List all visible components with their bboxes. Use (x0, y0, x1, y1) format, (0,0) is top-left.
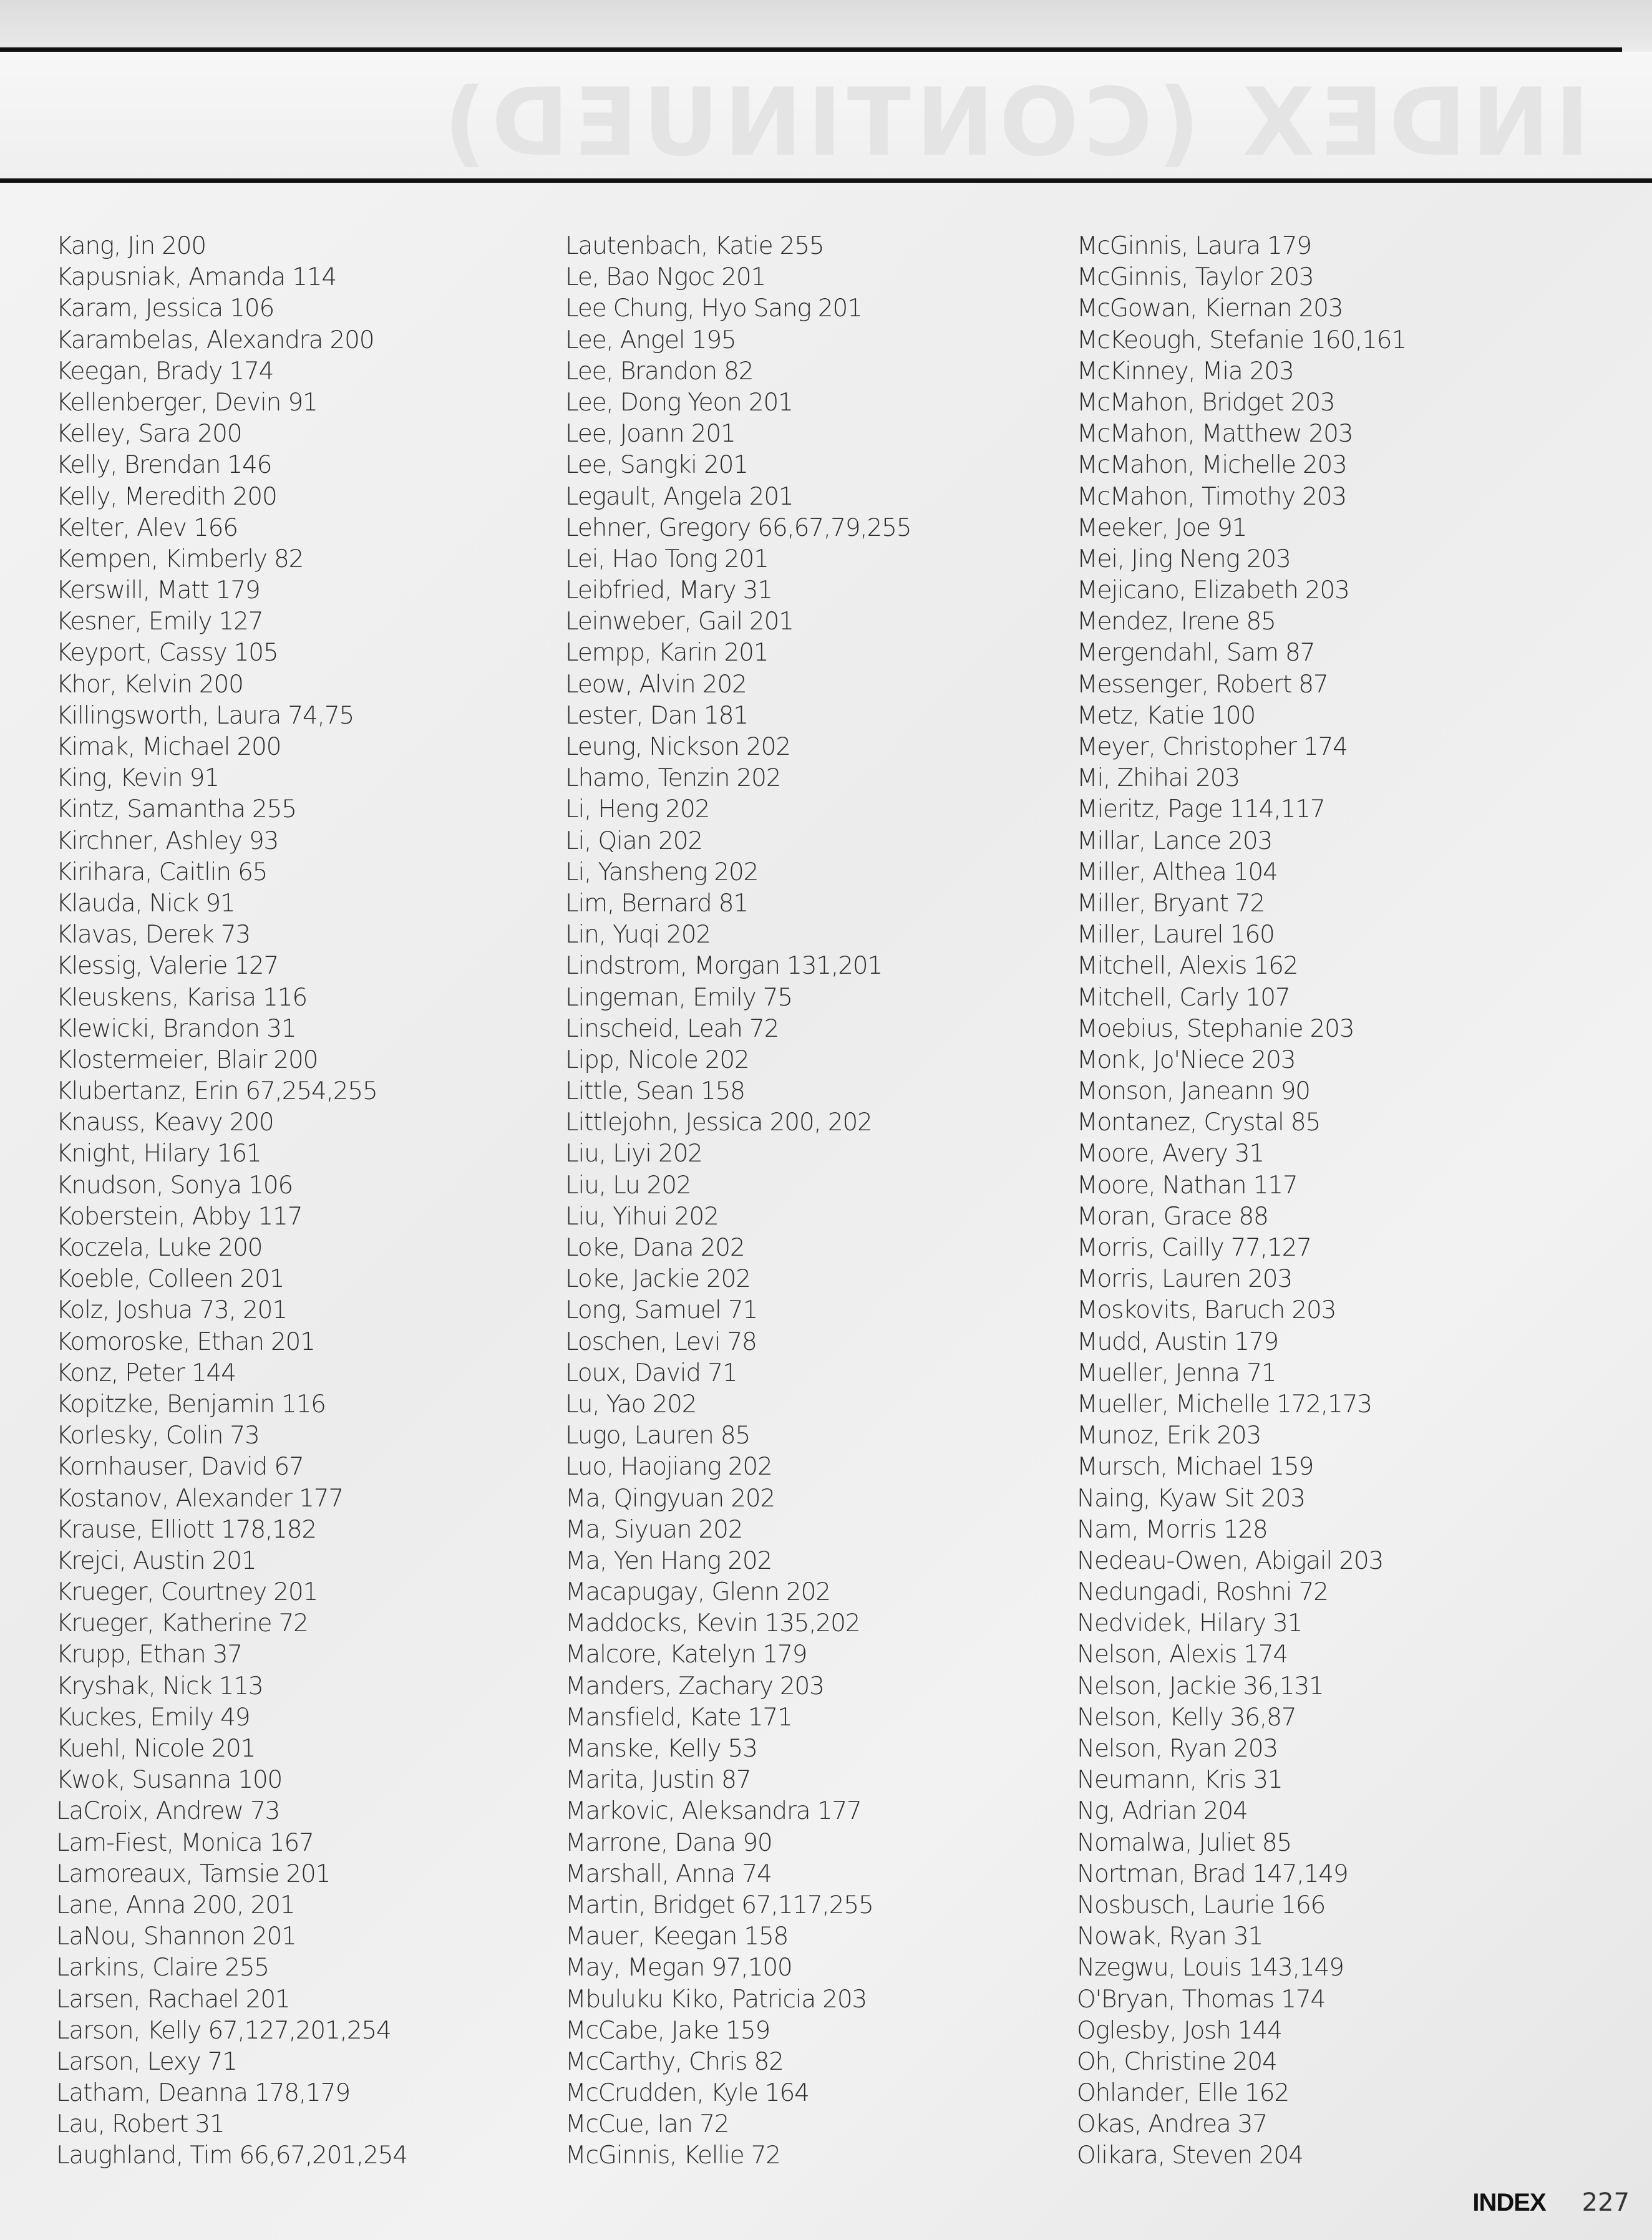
index-entry: O'Bryan, Thomas 174 (1077, 1985, 1326, 2014)
index-column-3 (1077, 231, 1563, 2172)
index-entry: Miller, Laurel 160 (1077, 921, 1275, 949)
index-entry: Korlesky, Colin 73 (56, 1422, 260, 1450)
index-entry: Luo, Haojiang 202 (565, 1453, 772, 1481)
index-entry: Larkins, Claire 255 (56, 1954, 269, 1982)
index-entry: Lhamo, Tenzin 202 (565, 764, 781, 793)
index-entry: Lindstrom, Morgan 131,201 (565, 952, 883, 981)
index-entry: Meeker, Joe 91 (1077, 513, 1247, 542)
index-entry: Lautenbach, Katie 255 (565, 232, 824, 260)
index-entry: Monson, Janeann 90 (1077, 1077, 1310, 1106)
index-entry: Lee, Dong Yeon 201 (565, 388, 793, 417)
index-entry: Nedvidek, Hilary 31 (1077, 1609, 1303, 1638)
index-entry: Nedeau-Owen, Abigail 203 (1077, 1546, 1384, 1575)
index-entry: Mitchell, Carly 107 (1077, 983, 1290, 1012)
index-entry: Nosbusch, Laurie 166 (1077, 1891, 1326, 1919)
index-entry: Liu, Yihui 202 (565, 1202, 719, 1231)
index-entry: McKeough, Stefanie 160,161 (1077, 326, 1406, 354)
index-entry: Knauss, Keavy 200 (56, 1108, 274, 1137)
index-entry: Okas, Andrea 37 (1077, 2110, 1267, 2139)
index-entry: LaCroix, Andrew 73 (56, 1797, 280, 1826)
index-entry: Kellenberger, Devin 91 (56, 388, 318, 417)
index-entry: Lipp, Nicole 202 (565, 1045, 749, 1074)
index-entry: Loke, Dana 202 (565, 1234, 745, 1262)
index-entry: Lingeman, Emily 75 (565, 983, 792, 1012)
index-entry: Kuehl, Nicole 201 (56, 1735, 256, 1763)
ghost-section-title: INDEX (CONTINUED) (439, 69, 1590, 177)
index-entry: Mieritz, Page 114,117 (1077, 795, 1325, 824)
index-entry: Krupp, Ethan 37 (56, 1641, 242, 1669)
index-entry: Krueger, Katherine 72 (56, 1609, 308, 1638)
index-entry: Kirihara, Caitlin 65 (56, 858, 268, 886)
index-entry: McGinnis, Laura 179 (1077, 232, 1311, 260)
index-entry: Lin, Yuqi 202 (565, 921, 711, 949)
index-entry: Liu, Lu 202 (565, 1171, 691, 1200)
index-entry: May, Megan 97,100 (565, 1954, 792, 1982)
index-entry: Kolz, Joshua 73, 201 (56, 1296, 287, 1325)
index-entry: Mendez, Irene 85 (1077, 608, 1276, 636)
index-entry: Mbuluku Kiko, Patricia 203 (565, 1985, 867, 2014)
index-entry: Larsen, Rachael 201 (56, 1985, 290, 2014)
index-entry: Kelley, Sara 200 (56, 420, 242, 448)
index-entry: Nzegwu, Louis 143,149 (1077, 1954, 1344, 1982)
index-entry: Moebius, Stephanie 203 (1077, 1014, 1354, 1043)
index-entry: Oh, Christine 204 (1077, 2047, 1277, 2076)
index-entry: Keyport, Cassy 105 (56, 639, 278, 667)
index-entry: Lehner, Gregory 66,67,79,255 (565, 513, 911, 542)
index-entry: Meyer, Christopher 174 (1077, 733, 1348, 761)
index-entry: LaNou, Shannon 201 (56, 1922, 296, 1951)
index-entry: Kempen, Kimberly 82 (56, 545, 304, 573)
index-entry: Munoz, Erik 203 (1077, 1422, 1261, 1450)
index-entry: Metz, Katie 100 (1077, 701, 1255, 730)
index-entry: Larson, Kelly 67,127,201,254 (56, 2016, 391, 2045)
index-entry: Killingsworth, Laura 74,75 (56, 701, 354, 730)
index-entry: Komoroske, Ethan 201 (56, 1327, 315, 1356)
index-entry: Li, Yansheng 202 (565, 858, 759, 886)
index-entry: Larson, Lexy 71 (56, 2047, 237, 2076)
index-entry: Moran, Grace 88 (1077, 1202, 1268, 1231)
index-entry: Kang, Jin 200 (56, 232, 206, 260)
index-entry: Marshall, Anna 74 (565, 1859, 772, 1888)
index-entry: Kirchner, Ashley 93 (56, 827, 279, 855)
index-columns (0, 231, 1652, 2183)
index-entry: Kornhauser, David 67 (56, 1453, 304, 1481)
index-entry: Koczela, Luke 200 (56, 1234, 263, 1262)
index-entry: Koeble, Colleen 201 (56, 1265, 284, 1294)
index-entry: Klessig, Valerie 127 (56, 952, 279, 981)
index-entry: Le, Bao Ngoc 201 (565, 263, 766, 292)
index-entry: McCrudden, Kyle 164 (565, 2079, 809, 2108)
index-entry: Leow, Alvin 202 (565, 670, 747, 699)
index-entry: Nelson, Ryan 203 (1077, 1735, 1278, 1763)
index-entry: Klewicki, Brandon 31 (56, 1014, 296, 1043)
index-entry: Lee, Sangki 201 (565, 451, 748, 480)
index-entry: Manske, Kelly 53 (565, 1735, 757, 1763)
index-entry: Lamoreaux, Tamsie 201 (56, 1859, 331, 1888)
index-entry: Nowak, Ryan 31 (1077, 1922, 1263, 1951)
index-entry: Keegan, Brady 174 (56, 357, 274, 385)
index-entry: Kintz, Samantha 255 (56, 795, 296, 824)
index-entry: Ohlander, Elle 162 (1077, 2079, 1289, 2108)
index-entry: Lim, Bernard 81 (565, 889, 748, 918)
index-entry: Mueller, Michelle 172,173 (1077, 1390, 1372, 1418)
index-entry: Lau, Robert 31 (56, 2110, 225, 2139)
index-entry: Lam-Fiest, Monica 167 (56, 1828, 314, 1857)
index-entry: Karambelas, Alexandra 200 (56, 326, 374, 354)
index-entry: Kelly, Brendan 146 (56, 451, 272, 480)
index-entry: Leibfried, Mary 31 (565, 576, 772, 605)
index-entry: Mauer, Keegan 158 (565, 1922, 789, 1951)
index-entry: Moore, Avery 31 (1077, 1140, 1264, 1168)
footer-section-label: INDEX (1472, 2189, 1546, 2216)
header-rule-bottom (0, 178, 1652, 183)
index-entry: Nelson, Alexis 174 (1077, 1641, 1288, 1669)
index-entry: Ma, Qingyuan 202 (565, 1484, 775, 1513)
index-entry: Little, Sean 158 (565, 1077, 745, 1106)
index-entry: Lee, Angel 195 (565, 326, 736, 354)
index-entry: Lane, Anna 200, 201 (56, 1891, 295, 1919)
index-entry: Kleuskens, Karisa 116 (56, 983, 307, 1012)
index-entry: Nortman, Brad 147,149 (1077, 1859, 1348, 1888)
index-entry: Kesner, Emily 127 (56, 608, 263, 636)
index-entry: McCarthy, Chris 82 (565, 2047, 784, 2076)
header-rule-top (0, 47, 1622, 52)
index-entry: Marrone, Dana 90 (565, 1828, 772, 1857)
index-entry: Millar, Lance 203 (1077, 827, 1273, 855)
index-entry: Knight, Hilary 161 (56, 1140, 261, 1168)
index-entry: McGinnis, Taylor 203 (1077, 263, 1314, 292)
index-entry: Krejci, Austin 201 (56, 1546, 256, 1575)
index-entry: McMahon, Bridget 203 (1077, 388, 1335, 417)
page-footer (1472, 2188, 1630, 2217)
index-entry: Kopitzke, Benjamin 116 (56, 1390, 326, 1418)
index-entry: Mansfield, Kate 171 (565, 1703, 792, 1732)
index-entry: Martin, Bridget 67,117,255 (565, 1891, 873, 1919)
index-entry: Linscheid, Leah 72 (565, 1014, 779, 1043)
index-entry: Olikara, Steven 204 (1077, 2141, 1303, 2170)
index-entry: Klavas, Derek 73 (56, 921, 251, 949)
index-entry: Moore, Nathan 117 (1077, 1171, 1298, 1200)
index-entry: Li, Qian 202 (565, 827, 702, 855)
index-entry: Klauda, Nick 91 (56, 889, 235, 918)
index-entry: Macapugay, Glenn 202 (565, 1578, 830, 1607)
index-entry: Kelly, Meredith 200 (56, 482, 277, 511)
index-entry: Miller, Bryant 72 (1077, 889, 1265, 918)
index-entry: Oglesby, Josh 144 (1077, 2016, 1282, 2045)
index-entry: Klubertanz, Erin 67,254,255 (56, 1077, 377, 1106)
index-entry: Lester, Dan 181 (565, 701, 748, 730)
index-column-2 (565, 231, 1052, 2172)
index-entry: Kapusniak, Amanda 114 (56, 263, 336, 292)
index-entry: Liu, Liyi 202 (565, 1140, 702, 1168)
index-entry: Leung, Nickson 202 (565, 733, 790, 761)
index-entry: Miller, Althea 104 (1077, 858, 1278, 886)
index-entry: Lei, Hao Tong 201 (565, 545, 769, 573)
index-entry: McGowan, Kiernan 203 (1077, 294, 1343, 323)
index-entry: Montanez, Crystal 85 (1077, 1108, 1321, 1137)
index-entry: Lee, Brandon 82 (565, 357, 754, 385)
top-margin (0, 0, 1652, 49)
index-entry: Ma, Yen Hang 202 (565, 1546, 772, 1575)
index-entry: Knudson, Sonya 106 (56, 1171, 293, 1200)
index-entry: Nam, Morris 128 (1077, 1515, 1268, 1544)
page-number: 227 (1582, 2188, 1630, 2217)
index-entry: Long, Samuel 71 (565, 1296, 758, 1325)
index-entry: Mitchell, Alexis 162 (1077, 952, 1298, 981)
index-entry: Lee Chung, Hyo Sang 201 (565, 294, 862, 323)
index-entry: McKinney, Mia 203 (1077, 357, 1294, 385)
index-entry: Ng, Adrian 204 (1077, 1797, 1248, 1826)
index-entry: Lempp, Karin 201 (565, 639, 769, 667)
index-column-1 (56, 231, 543, 2172)
index-entry: Kerswill, Matt 179 (56, 576, 260, 605)
index-entry: Markovic, Aleksandra 177 (565, 1797, 862, 1826)
index-entry: Legault, Angela 201 (565, 482, 794, 511)
index-entry: Kimak, Michael 200 (56, 733, 281, 761)
index-entry: Malcore, Katelyn 179 (565, 1641, 807, 1669)
index-entry: McMahon, Timothy 203 (1077, 482, 1346, 511)
index-entry: Nedungadi, Roshni 72 (1077, 1578, 1328, 1607)
index-entry: McCabe, Jake 159 (565, 2016, 770, 2045)
index-entry: Kelter, Alev 166 (56, 513, 238, 542)
index-entry: Mi, Zhihai 203 (1077, 764, 1240, 793)
index-entry: McMahon, Michelle 203 (1077, 451, 1347, 480)
index-entry: Mergendahl, Sam 87 (1077, 639, 1315, 667)
index-entry: Koberstein, Abby 117 (56, 1202, 303, 1231)
index-entry: Morris, Lauren 203 (1077, 1265, 1292, 1294)
index-entry: Krueger, Courtney 201 (56, 1578, 318, 1607)
index-entry: Neumann, Kris 31 (1077, 1766, 1283, 1795)
index-entry: Kuckes, Emily 49 (56, 1703, 250, 1732)
index-entry: Kostanov, Alexander 177 (56, 1484, 343, 1513)
index-entry: Monk, Jo'Niece 203 (1077, 1045, 1296, 1074)
index-entry: Moskovits, Baruch 203 (1077, 1296, 1336, 1325)
index-entry: Naing, Kyaw Sit 203 (1077, 1484, 1305, 1513)
index-entry: Maddocks, Kevin 135,202 (565, 1609, 860, 1638)
index-entry: Marita, Justin 87 (565, 1766, 751, 1795)
index-entry: Messenger, Robert 87 (1077, 670, 1328, 699)
index-entry: Li, Heng 202 (565, 795, 710, 824)
index-entry: Lee, Joann 201 (565, 420, 736, 448)
index-entry: Latham, Deanna 178,179 (56, 2079, 350, 2108)
index-entry: McMahon, Matthew 203 (1077, 420, 1353, 448)
index-entry: Loschen, Levi 78 (565, 1327, 757, 1356)
index-entry: Manders, Zachary 203 (565, 1672, 824, 1700)
index-entry: Lu, Yao 202 (565, 1390, 697, 1418)
index-entry: Karam, Jessica 106 (56, 294, 275, 323)
index-entry: Littlejohn, Jessica 200, 202 (565, 1108, 872, 1137)
index-entry: Mei, Jing Neng 203 (1077, 545, 1291, 573)
index-entry: Mueller, Jenna 71 (1077, 1359, 1276, 1387)
index-entry: Ma, Siyuan 202 (565, 1515, 743, 1544)
index-entry: Leinweber, Gail 201 (565, 608, 794, 636)
index-entry: Lugo, Lauren 85 (565, 1422, 751, 1450)
index-entry: Nelson, Jackie 36,131 (1077, 1672, 1324, 1700)
index-entry: King, Kevin 91 (56, 764, 219, 793)
index-entry: Konz, Peter 144 (56, 1359, 236, 1387)
index-entry: Khor, Kelvin 200 (56, 670, 243, 699)
index-entry: Loux, David 71 (565, 1359, 737, 1387)
index-entry: Mudd, Austin 179 (1077, 1327, 1278, 1356)
index-entry: Mursch, Michael 159 (1077, 1453, 1314, 1481)
index-entry: McCue, Ian 72 (565, 2110, 729, 2139)
index-entry: Nelson, Kelly 36,87 (1077, 1703, 1296, 1732)
index-entry: Laughland, Tim 66,67,201,254 (56, 2141, 408, 2170)
index-entry: Kwok, Susanna 100 (56, 1766, 283, 1795)
index-entry: Krause, Elliott 178,182 (56, 1515, 316, 1544)
index-entry: McGinnis, Kellie 72 (565, 2141, 780, 2170)
index-entry: Loke, Jackie 202 (565, 1265, 751, 1294)
index-entry: Kryshak, Nick 113 (56, 1672, 263, 1700)
index-entry: Nomalwa, Juliet 85 (1077, 1828, 1291, 1857)
index-entry: Klostermeier, Blair 200 (56, 1045, 318, 1074)
index-entry: Mejicano, Elizabeth 203 (1077, 576, 1349, 605)
index-entry: Morris, Cailly 77,127 (1077, 1234, 1311, 1262)
